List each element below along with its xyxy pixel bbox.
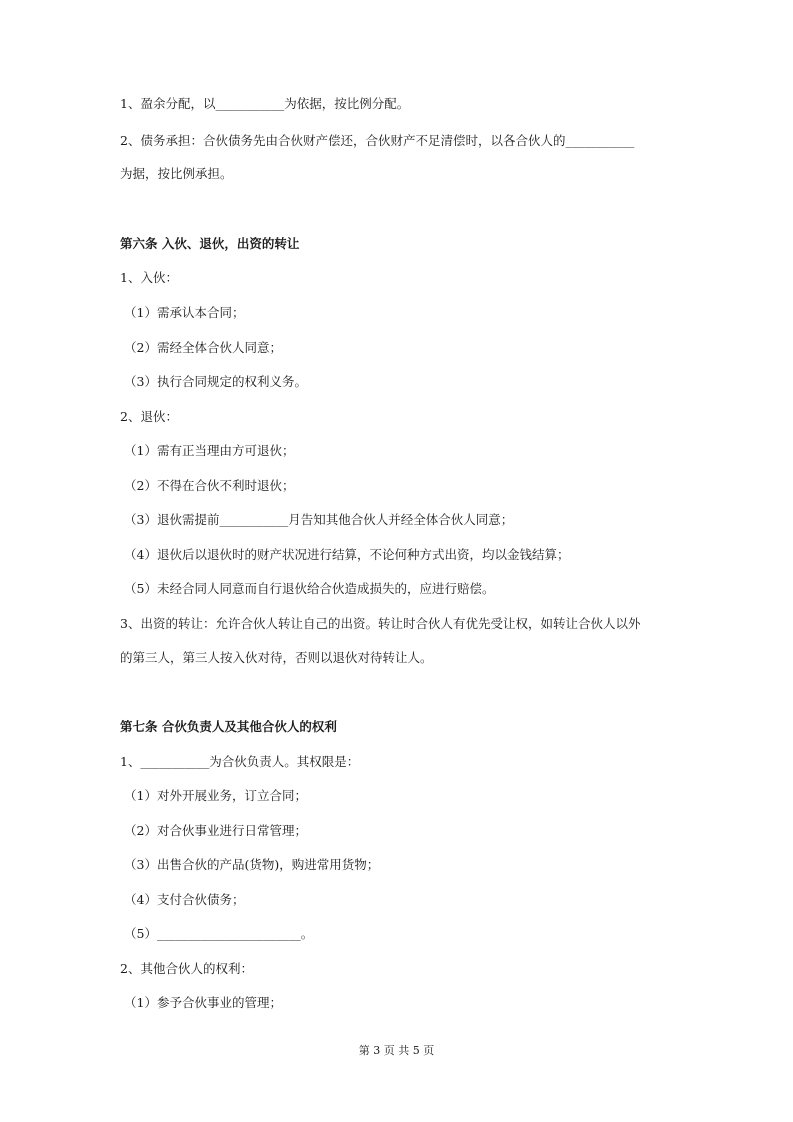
joining-item-1: （1）需承认本合同； xyxy=(124,305,245,320)
withdrawal-item-1: （1）需有正当理由方可退伙； xyxy=(124,443,295,458)
manager-clause: 1、___________为合伙负责人。其权限是： xyxy=(120,754,360,769)
joining-title: 1、入伙： xyxy=(120,270,178,285)
manager-item-2: （2）对合伙事业进行日常管理； xyxy=(124,823,307,838)
article-6-heading: 第六条 入伙、退伙，出资的转让 xyxy=(120,236,300,251)
clause-profit-distribution: 1、盈余分配，以___________为依据，按比例分配。 xyxy=(120,96,410,111)
manager-item-5: （5）_______________________。 xyxy=(124,926,314,941)
withdrawal-item-4: （4）退伙后以退伙时的财产状况进行结算，不论何种方式出资，均以金钱结算； xyxy=(124,547,570,562)
withdrawal-item-2: （2）不得在合伙不利时退伙； xyxy=(124,478,295,493)
manager-item-1: （1）对外开展业务，订立合同； xyxy=(124,788,307,803)
clause-debt-liability-cont: 为据，按比例承担。 xyxy=(120,166,233,181)
withdrawal-title: 2、退伙： xyxy=(120,409,178,424)
joining-item-3: （3）执行合同规定的权利义务。 xyxy=(124,374,307,389)
manager-item-3: （3）出售合伙的产品(货物)，购进常用货物； xyxy=(124,857,380,872)
page-number: 第 3 页 共 5 页 xyxy=(358,1044,435,1057)
manager-item-4: （4）支付合伙债务； xyxy=(124,892,245,907)
capital-transfer-cont: 的第三人，第三人按入伙对待，否则以退伙对待转让人。 xyxy=(120,650,433,665)
capital-transfer: 3、出资的转让：允许合伙人转让自己的出资。转让时合伙人有优先受让权，如转让合伙人以外 xyxy=(120,616,641,631)
other-partners-item-1: （1）参予合伙事业的管理； xyxy=(124,995,282,1010)
other-partners-rights-title: 2、其他合伙人的权利： xyxy=(120,961,253,976)
withdrawal-item-3: （3）退伙需提前___________月告知其他合伙人并经全体合伙人同意； xyxy=(124,512,514,527)
withdrawal-item-5: （5）未经合同人同意而自行退伙给合伙造成损失的，应进行赔偿。 xyxy=(124,581,495,596)
joining-item-2: （2）需经全体合伙人同意； xyxy=(124,340,282,355)
article-7-heading: 第七条 合伙负责人及其他合伙人的权利 xyxy=(120,719,337,734)
clause-debt-liability: 2、债务承担：合伙债务先由合伙财产偿还，合伙财产不足清偿时，以各合伙人的___________ xyxy=(120,133,635,148)
